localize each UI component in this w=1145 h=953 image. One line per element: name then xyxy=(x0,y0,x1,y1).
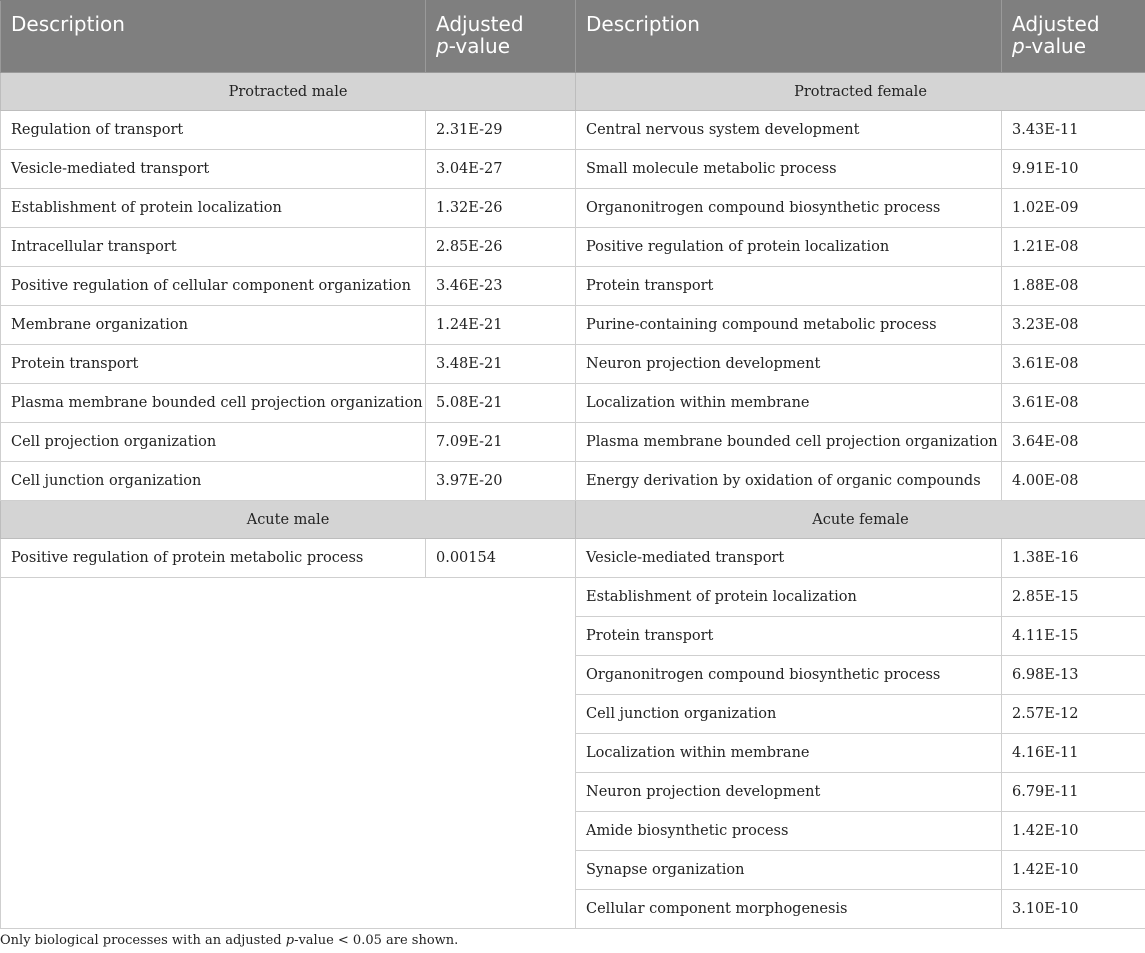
female-pvalue-cell: 1.42E-10 xyxy=(1002,851,1145,890)
male-pvalue-cell: 3.48E-21 xyxy=(426,345,576,384)
female-description-cell: Positive regulation of protein localization xyxy=(576,228,1002,267)
male-pvalue-cell: 3.46E-23 xyxy=(426,267,576,306)
female-description-cell: Establishment of protein localization xyxy=(576,578,1002,617)
table-row xyxy=(1,423,1145,462)
female-description-cell: Protein transport xyxy=(576,617,1002,656)
table-row xyxy=(1,150,1145,189)
male-pvalue-cell: 2.85E-26 xyxy=(426,228,576,267)
male-description-cell: Positive regulation of protein metabolic process xyxy=(1,539,426,578)
group-row-protracted xyxy=(1,73,1145,111)
table-row xyxy=(1,578,1145,617)
female-description-cell: Neuron projection development xyxy=(576,773,1002,812)
female-description-cell: Energy derivation by oxidation of organic compounds xyxy=(576,462,1002,501)
table-row xyxy=(1,267,1145,306)
female-description-cell: Neuron projection development xyxy=(576,345,1002,384)
female-pvalue-cell: 3.43E-11 xyxy=(1002,111,1145,150)
female-pvalue-cell: 2.57E-12 xyxy=(1002,695,1145,734)
group-label-acute-male: Acute male xyxy=(1,501,576,539)
female-description-cell: Purine-containing compound metabolic process xyxy=(576,306,1002,345)
female-description-cell: Cell junction organization xyxy=(576,695,1002,734)
header-label: -value xyxy=(1024,34,1087,58)
male-pvalue-cell: 5.08E-21 xyxy=(426,384,576,423)
header-label: Adjusted xyxy=(436,12,524,36)
header-row xyxy=(1,1,1145,73)
male-description-cell: Positive regulation of cellular component organization xyxy=(1,267,426,306)
male-pvalue-cell: 3.97E-20 xyxy=(426,462,576,501)
table-row xyxy=(1,306,1145,345)
female-description-cell: Protein transport xyxy=(576,267,1002,306)
female-description-cell: Localization within membrane xyxy=(576,384,1002,423)
table-row xyxy=(1,111,1145,150)
male-description-cell: Protein transport xyxy=(1,345,426,384)
header-pvalue-left xyxy=(426,1,576,73)
header-label: Adjusted xyxy=(1012,12,1100,36)
footnote-text: -value < 0.05 are shown. xyxy=(294,933,459,948)
female-pvalue-cell: 3.64E-08 xyxy=(1002,423,1145,462)
female-pvalue-cell: 3.23E-08 xyxy=(1002,306,1145,345)
header-description-left xyxy=(1,1,426,73)
female-pvalue-cell: 6.79E-11 xyxy=(1002,773,1145,812)
footnote-text: Only biological processes with an adjusted xyxy=(0,933,286,948)
female-pvalue-cell: 1.02E-09 xyxy=(1002,189,1145,228)
female-description-cell: Organonitrogen compound biosynthetic process xyxy=(576,656,1002,695)
female-description-cell: Synapse organization xyxy=(576,851,1002,890)
female-pvalue-cell: 4.16E-11 xyxy=(1002,734,1145,773)
group-row-acute xyxy=(1,501,1145,539)
female-description-cell: Central nervous system development xyxy=(576,111,1002,150)
male-description-cell: Regulation of transport xyxy=(1,111,426,150)
table-row xyxy=(1,462,1145,501)
male-pvalue-cell: 1.24E-21 xyxy=(426,306,576,345)
female-pvalue-cell: 1.88E-08 xyxy=(1002,267,1145,306)
female-pvalue-cell: 1.38E-16 xyxy=(1002,539,1145,578)
header-description-right xyxy=(576,1,1002,73)
table-row xyxy=(1,345,1145,384)
female-description-cell: Vesicle-mediated transport xyxy=(576,539,1002,578)
male-pvalue-cell: 2.31E-29 xyxy=(426,111,576,150)
male-description-cell: Membrane organization xyxy=(1,306,426,345)
header-label: Description xyxy=(11,12,125,36)
female-pvalue-cell: 1.42E-10 xyxy=(1002,812,1145,851)
header-label: -value xyxy=(448,34,511,58)
header-p-italic: p xyxy=(436,34,449,58)
female-pvalue-cell: 2.85E-15 xyxy=(1002,578,1145,617)
male-description-cell: Intracellular transport xyxy=(1,228,426,267)
female-pvalue-cell: 6.98E-13 xyxy=(1002,656,1145,695)
female-description-cell: Localization within membrane xyxy=(576,734,1002,773)
female-pvalue-cell: 4.00E-08 xyxy=(1002,462,1145,501)
table-footnote xyxy=(0,933,458,948)
male-description-cell: Plasma membrane bounded cell projection organization xyxy=(1,384,426,423)
male-pvalue-cell: 7.09E-21 xyxy=(426,423,576,462)
female-description-cell: Plasma membrane bounded cell projection organization xyxy=(576,423,1002,462)
group-label-acute-female: Acute female xyxy=(576,501,1145,539)
table-body xyxy=(1,73,1145,929)
group-label-protracted-male: Protracted male xyxy=(1,73,576,111)
female-description-cell: Small molecule metabolic process xyxy=(576,150,1002,189)
group-label-protracted-female: Protracted female xyxy=(576,73,1145,111)
male-description-cell: Cell projection organization xyxy=(1,423,426,462)
female-pvalue-cell: 1.21E-08 xyxy=(1002,228,1145,267)
male-description-cell: Establishment of protein localization xyxy=(1,189,426,228)
male-description-cell: Vesicle-mediated transport xyxy=(1,150,426,189)
female-description-cell: Cellular component morphogenesis xyxy=(576,890,1002,929)
header-label: Description xyxy=(586,12,700,36)
footnote-p-italic: p xyxy=(285,933,295,948)
male-pvalue-cell: 0.00154 xyxy=(426,539,576,578)
male-pvalue-cell: 3.04E-27 xyxy=(426,150,576,189)
female-pvalue-cell: 3.10E-10 xyxy=(1002,890,1145,929)
empty-cell xyxy=(1,578,576,929)
female-pvalue-cell: 9.91E-10 xyxy=(1002,150,1145,189)
male-pvalue-cell: 1.32E-26 xyxy=(426,189,576,228)
header-p-italic: p xyxy=(1012,34,1025,58)
header-pvalue-right xyxy=(1002,1,1145,73)
female-description-cell: Organonitrogen compound biosynthetic process xyxy=(576,189,1002,228)
female-pvalue-cell: 3.61E-08 xyxy=(1002,384,1145,423)
table-row xyxy=(1,539,1145,578)
male-description-cell: Cell junction organization xyxy=(1,462,426,501)
female-pvalue-cell: 4.11E-15 xyxy=(1002,617,1145,656)
table-row xyxy=(1,189,1145,228)
female-pvalue-cell: 3.61E-08 xyxy=(1002,345,1145,384)
table-row xyxy=(1,384,1145,423)
table-row xyxy=(1,228,1145,267)
female-description-cell: Amide biosynthetic process xyxy=(576,812,1002,851)
